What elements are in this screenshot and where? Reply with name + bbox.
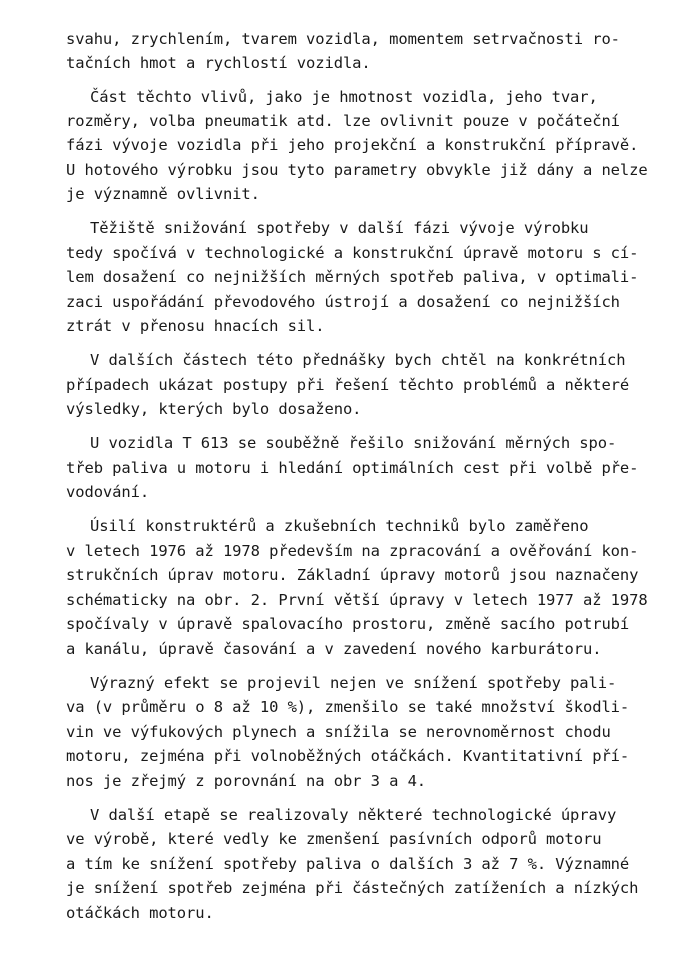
text-line: spočívaly v úpravě spalovacího prostoru, změně sacího potrubí [66, 615, 630, 633]
text-line: va (v průměru o 8 až 10 %), zmenšilo se také množství škodli- [66, 698, 630, 716]
text-line: lem dosažení co nejnižších měrných spotřeb paliva, v optimali- [66, 268, 639, 286]
text-line: Úsilí konstruktérů a zkušebních techniků bylo zaměřeno [90, 517, 589, 535]
text-line: fázi vývoje vozidla při jeho projekční a konstrukční přípravě. [66, 136, 639, 154]
text-line: U vozidla T 613 se souběžně řešilo snižování měrných spo- [90, 434, 617, 452]
text-line: strukčních úprav motoru. Základní úpravy motorů jsou naznačeny [66, 566, 639, 584]
text-line: schématicky na obr. 2. První větší úpravy v letech 1977 až 1978 [66, 591, 648, 609]
text-line: V dalších částech této přednášky bych chtěl na konkrétních [90, 351, 626, 369]
text-line: případech ukázat postupy při řešení těchto problémů a některé [66, 376, 630, 394]
text-line: ve výrobě, které vedly ke zmenšení pasívních odporů motoru [66, 830, 602, 848]
text-line: Výrazný efekt se projevil nejen ve snížení spotřeby pali- [90, 674, 617, 692]
text-line: motoru, zejména při volnoběžných otáčkách. Kvantitativní pří- [66, 747, 630, 765]
text-line: v letech 1976 až 1978 především na zpracování a ověřování kon- [66, 542, 639, 560]
text-line: Část těchto vlivů, jako je hmotnost vozidla, jeho tvar, [90, 88, 598, 106]
text-line: V další etapě se realizovaly některé technologické úpravy [90, 806, 617, 824]
text-line: U hotového výrobku jsou tyto parametry obvykle již dány a nelze [66, 161, 648, 179]
text-line: ztrát v přenosu hnacích sil. [66, 317, 325, 335]
text-line: vodování. [66, 483, 150, 501]
text-line: třeb paliva u motoru i hledání optimálních cest při volbě pře- [66, 459, 639, 477]
text-line: a tím ke snížení spotřeby paliva o dalších 3 až 7 %. Významné [66, 855, 630, 873]
text-line: výsledky, kterých bylo dosaženo. [66, 400, 362, 418]
text-line: a kanálu, úpravě časování a v zavedení nového karburátoru. [66, 640, 602, 658]
text-line: je snížení spotřeb zejména při částečných zatíženích a nízkých [66, 879, 639, 897]
text-line: svahu, zrychlením, tvarem vozidla, momentem setrvačnosti ro- [66, 30, 620, 48]
text-line: otáčkách motoru. [66, 904, 214, 922]
text-line: tedy spočívá v technologické a konstrukční úpravě motoru s cí- [66, 244, 639, 262]
text-line: zaci uspořádání převodového ústrojí a dosažení co nejnižších [66, 293, 620, 311]
text-line: je významně ovlivnit. [66, 185, 260, 203]
text-line: nos je zřejmý z porovnání na obr 3 a 4. [66, 772, 427, 790]
text-line: Těžiště snižování spotřeby v další fázi vývoje výrobku [90, 219, 589, 237]
text-line: rozměry, volba pneumatik atd. lze ovlivnit pouze v počáteční [66, 112, 620, 130]
text-line: vin ve výfukových plynech a snížila se nerovnoměrnost chodu [66, 723, 611, 741]
text-line: tačních hmot a rychlostí vozidla. [66, 54, 371, 72]
